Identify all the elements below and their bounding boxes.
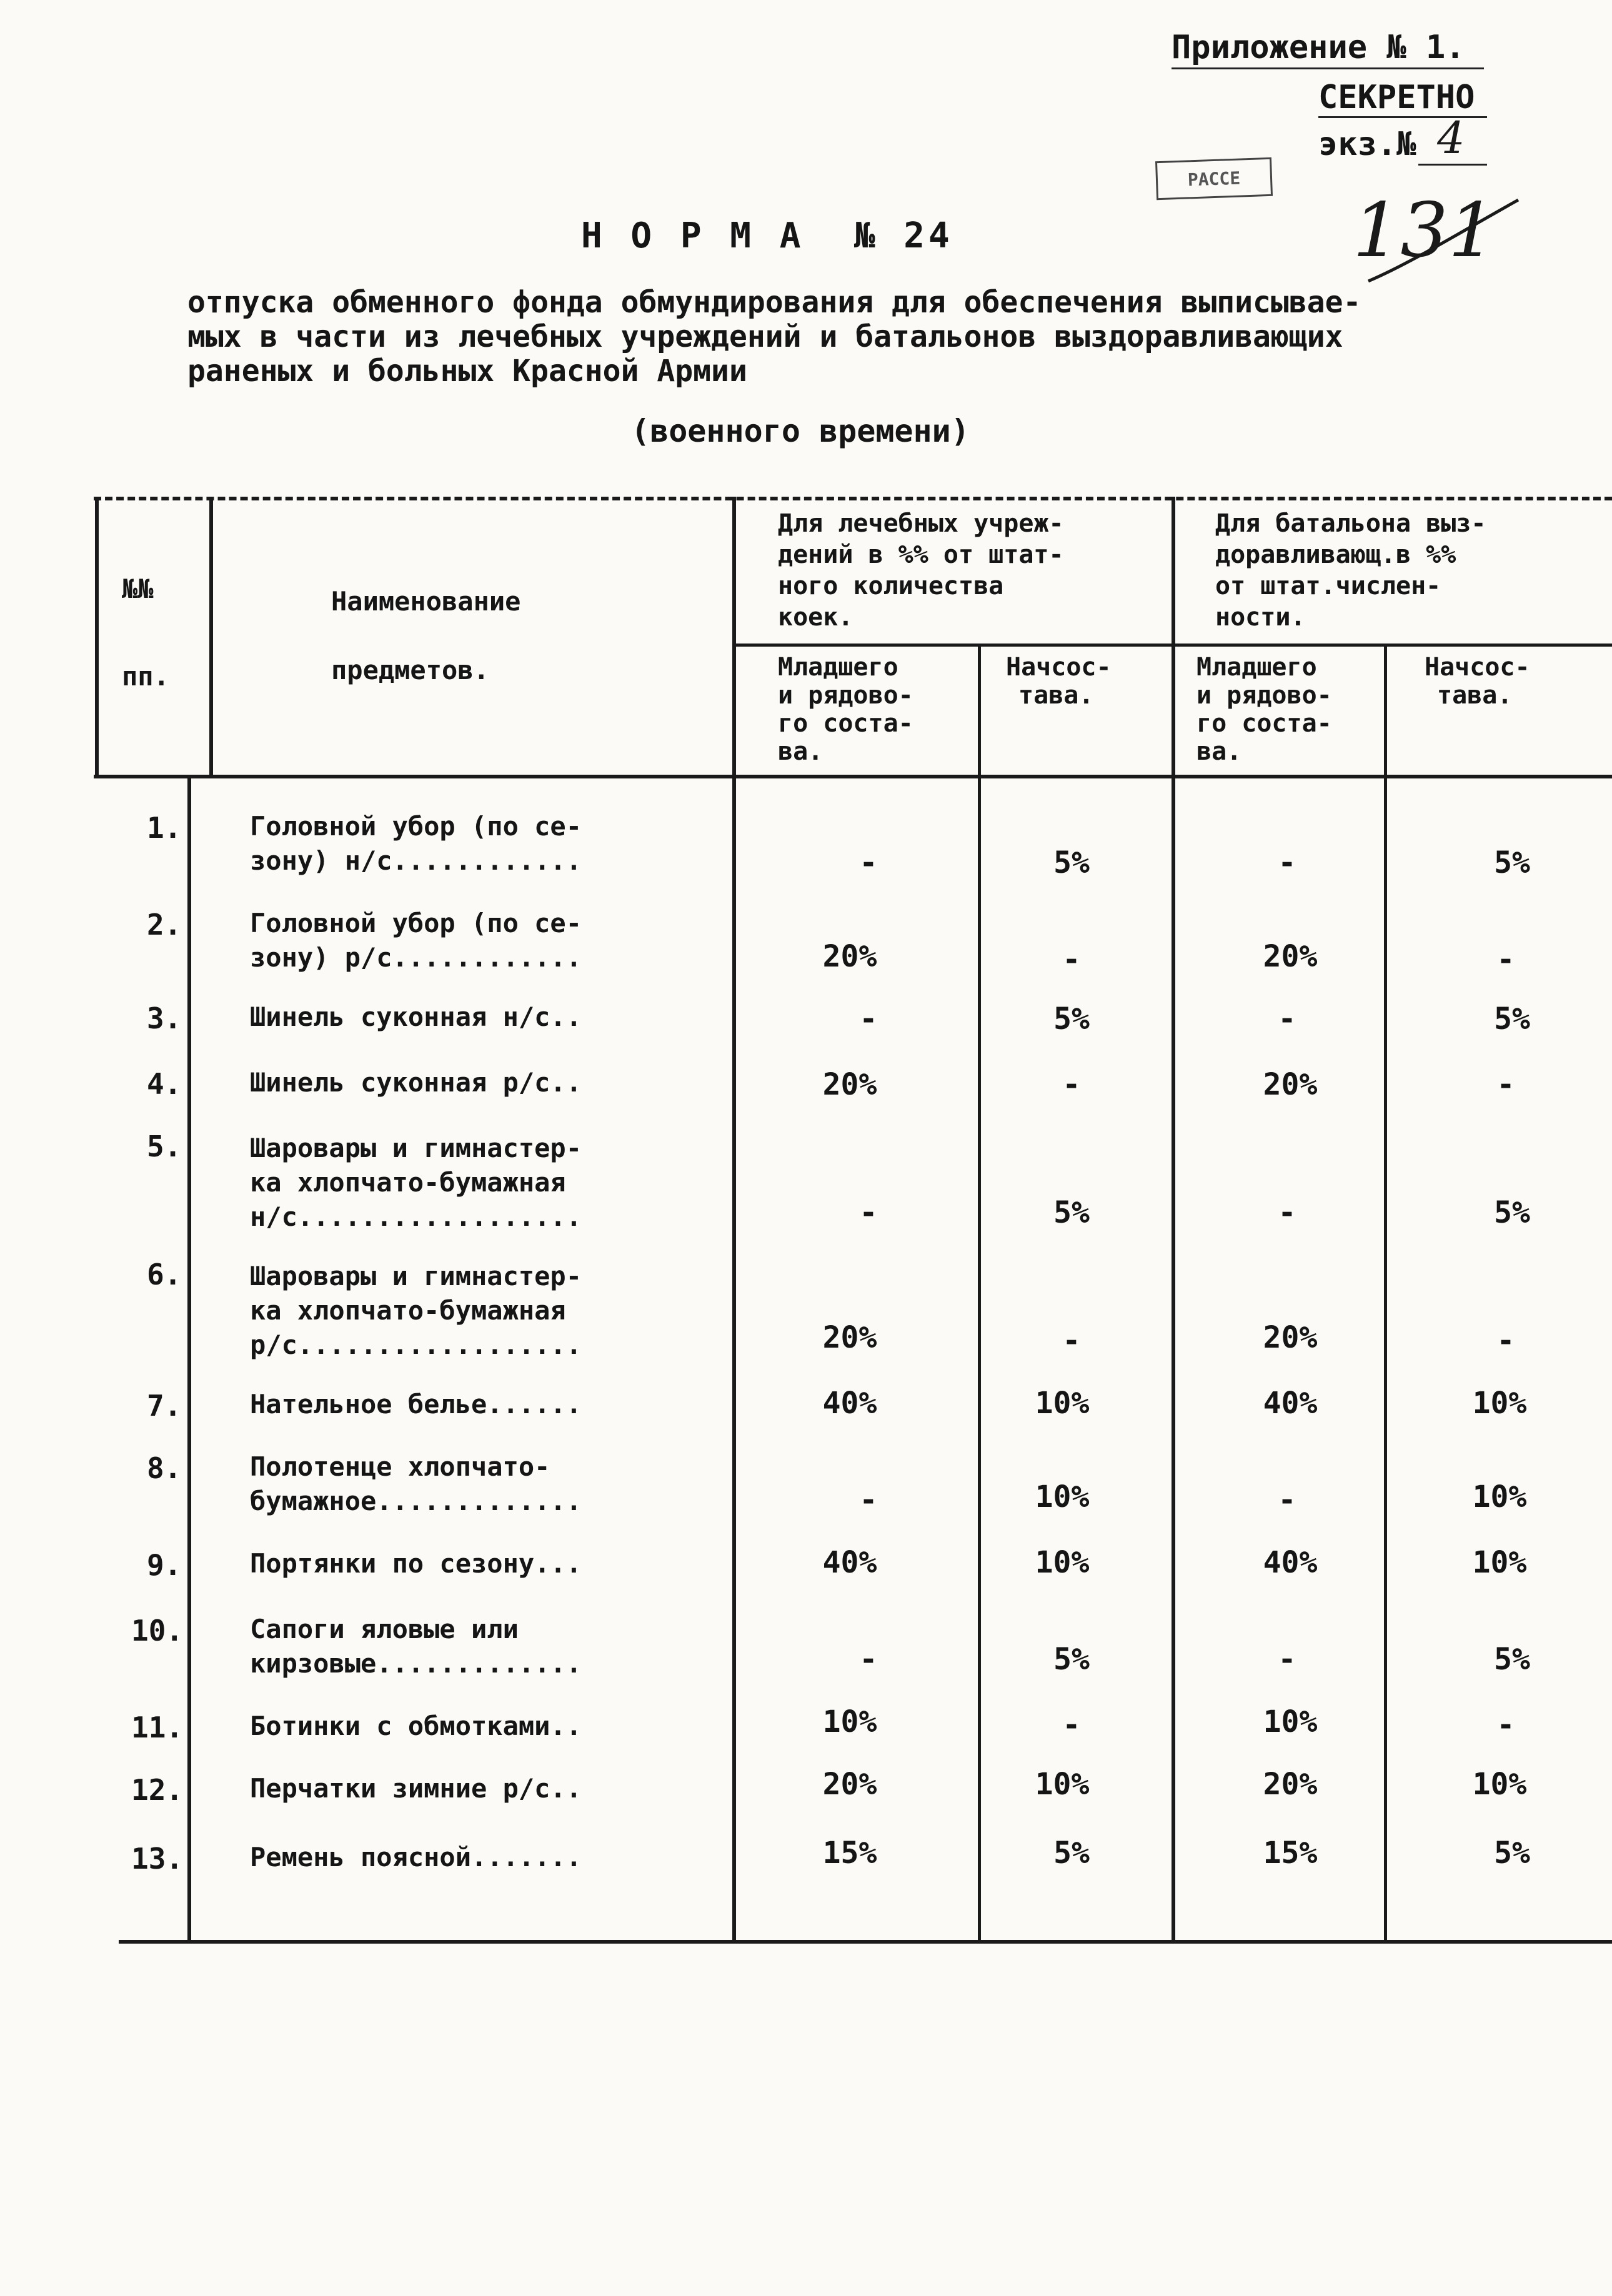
table-left-border [95, 497, 99, 778]
col-num-header-line-1: №№ [122, 574, 154, 604]
row-7-val-nco2: 10% [1472, 1386, 1527, 1421]
row-3-val-junior2: - [1278, 1001, 1296, 1036]
row-2-val-nco2: - [1496, 942, 1515, 977]
row-3-val-nco: 5% [1053, 1001, 1090, 1036]
col-group-border [1172, 497, 1175, 1943]
row-9-val-nco2: 10% [1472, 1545, 1527, 1580]
row-8-val-junior2: - [1278, 1483, 1296, 1518]
group1-header-line-4: коек. [778, 603, 853, 632]
row-13-name-line-1: Ремень поясной....... [250, 1842, 582, 1872]
col-group1-mid-border [978, 644, 981, 1943]
row-10-number: 10. [131, 1614, 184, 1647]
row-13-number: 13. [131, 1842, 184, 1876]
row-9-number: 9. [147, 1548, 182, 1582]
row-5-name-line-3: н/с.................. [250, 1201, 582, 1232]
row-2-number: 2. [147, 908, 182, 942]
sub-nco-header-1: Начсос- [1006, 653, 1112, 682]
row-7-val-junior: 40% [822, 1386, 877, 1421]
sub-junior-header-1: Младшего [778, 653, 898, 682]
row-12-val-nco: 10% [1035, 1767, 1090, 1802]
row-11-val-junior: 10% [822, 1704, 877, 1739]
row-8-val-nco2: 10% [1472, 1479, 1527, 1514]
row-1-val-junior2: - [1278, 845, 1296, 880]
row-13-val-nco: 5% [1053, 1836, 1090, 1871]
row-5-val-nco2: 5% [1494, 1195, 1530, 1230]
sub-junior2-header-2: и рядово- [1197, 681, 1332, 710]
subtitle-line-1: отпуска обменного фонда обмундирования для обеспечения выписывае- [187, 285, 1361, 320]
row-7-number: 7. [147, 1389, 182, 1423]
row-12-name-line-1: Перчатки зимние р/с.. [250, 1773, 582, 1804]
group1-header-line-2: дений в %% от штат- [778, 540, 1064, 569]
secret-label: СЕКРЕТНО [1318, 79, 1475, 116]
period-label: (военного времени) [631, 413, 970, 449]
row-3-number: 3. [147, 1001, 182, 1035]
sub-junior-header-4: ва. [778, 737, 823, 766]
col-name-border [732, 497, 736, 1943]
row-1-number: 1. [147, 811, 182, 845]
col-name-header-line-1: Наименование [331, 586, 521, 617]
group2-header-line-4: ности. [1215, 603, 1306, 632]
row-5-number: 5. [147, 1130, 182, 1163]
row-12-val-junior: 20% [822, 1767, 877, 1802]
row-1-name-line-1: Головной убор (по се- [250, 811, 582, 842]
row-2-val-junior: 20% [822, 939, 877, 974]
col-group2-mid-border [1384, 644, 1387, 1943]
row-8-name-line-2: бумажное............. [250, 1486, 582, 1516]
row-1-val-nco2: 5% [1494, 845, 1530, 880]
row-1-name-line-2: зону) н/с............ [250, 845, 582, 876]
row-4-name-line-1: Шинель суконная р/с.. [250, 1067, 582, 1098]
row-4-val-junior2: 20% [1263, 1067, 1318, 1102]
row-1-val-junior: - [859, 845, 878, 880]
row-12-number: 12. [131, 1773, 184, 1807]
row-6-name-line-3: р/с.................. [250, 1329, 582, 1360]
row-8-name-line-1: Полотенце хлопчато- [250, 1451, 550, 1482]
row-12-val-junior2: 20% [1263, 1767, 1318, 1802]
copy-underline [1418, 164, 1487, 166]
row-6-name-line-1: Шаровары и гимнастер- [250, 1261, 582, 1291]
group2-header-line-1: Для батальона выз- [1215, 509, 1486, 538]
group1-header-line-3: ного количества [778, 572, 1004, 600]
col-num-border [209, 497, 213, 778]
row-10-name-line-1: Сапоги яловые или [250, 1614, 519, 1644]
row-10-val-nco: 5% [1053, 1642, 1090, 1677]
document-title: Н О Р М А № 24 [581, 216, 953, 256]
receipt-stamp: РАССЕ [1155, 157, 1273, 200]
row-5-name-line-1: Шаровары и гимнастер- [250, 1133, 582, 1163]
row-10-val-junior: - [859, 1642, 878, 1677]
row-6-val-junior: 20% [822, 1320, 877, 1355]
row-7-val-junior2: 40% [1263, 1386, 1318, 1421]
row-10-val-junior2: - [1278, 1642, 1296, 1677]
row-5-val-nco: 5% [1053, 1195, 1090, 1230]
row-10-val-nco2: 5% [1494, 1642, 1530, 1677]
row-3-val-junior: - [859, 1001, 878, 1036]
row-11-val-junior2: 10% [1263, 1704, 1318, 1739]
appendix-underline [1172, 67, 1484, 69]
row-7-name-line-1: Нательное белье...... [250, 1389, 582, 1419]
group2-header-line-2: доравливающ.в %% [1215, 540, 1456, 569]
row-9-val-junior2: 40% [1263, 1545, 1318, 1580]
row-7-val-nco: 10% [1035, 1386, 1090, 1421]
sub-junior2-header-4: ва. [1197, 737, 1242, 766]
row-2-name-line-1: Головной убор (по се- [250, 908, 582, 938]
row-9-name-line-1: Портянки по сезону... [250, 1548, 582, 1579]
sub-junior2-header-3: го соста- [1197, 709, 1332, 738]
table-bottom-border [119, 1940, 1612, 1944]
row-4-val-nco2: - [1496, 1067, 1515, 1102]
folio-number-handwritten: 131 [1353, 187, 1496, 274]
row-6-val-junior2: 20% [1263, 1320, 1318, 1355]
row-8-val-junior: - [859, 1483, 878, 1518]
copy-label: экз.№ [1318, 126, 1416, 163]
row-11-val-nco2: - [1496, 1707, 1515, 1742]
row-13-val-junior2: 15% [1263, 1836, 1318, 1871]
row-12-val-nco2: 10% [1472, 1767, 1527, 1802]
row-2-name-line-2: зону) р/с............ [250, 942, 582, 973]
subtitle-line-2: мых в части из лечебных учреждений и батальонов выздоравливающих [187, 319, 1343, 354]
row-8-val-nco: 10% [1035, 1479, 1090, 1514]
sub-nco2-header-1: Начсос- [1425, 653, 1530, 682]
row-6-name-line-2: ка хлопчато-бумажная [250, 1295, 566, 1326]
row-10-name-line-2: кирзовые............. [250, 1648, 582, 1679]
row-5-name-line-2: ка хлопчато-бумажная [250, 1167, 566, 1198]
group2-header-line-3: от штат.числен- [1215, 572, 1441, 600]
row-13-val-junior: 15% [822, 1836, 877, 1871]
row-4-val-junior: 20% [822, 1067, 877, 1102]
appendix-label: Приложение № 1. [1172, 29, 1465, 66]
row-2-val-junior2: 20% [1263, 939, 1318, 974]
row-3-name-line-1: Шинель суконная н/с.. [250, 1001, 582, 1032]
row-4-val-nco: - [1062, 1067, 1081, 1102]
row-11-val-nco: - [1062, 1707, 1081, 1742]
row-8-number: 8. [147, 1451, 182, 1485]
row-13-val-nco2: 5% [1494, 1836, 1530, 1871]
sub-junior-header-3: го соста- [778, 709, 913, 738]
row-3-val-nco2: 5% [1494, 1001, 1530, 1036]
folio-stroke [1362, 194, 1525, 287]
group1-header-line-1: Для лечебных учреж- [778, 509, 1064, 538]
table-left-border-lower [187, 775, 191, 1943]
row-4-number: 4. [147, 1067, 182, 1101]
row-6-number: 6. [147, 1258, 182, 1291]
row-9-val-junior: 40% [822, 1545, 877, 1580]
copy-number-handwritten: 4 [1437, 112, 1465, 164]
sub-junior-header-2: и рядово- [778, 681, 913, 710]
row-11-name-line-1: Ботинки с обмотками.. [250, 1711, 582, 1741]
row-5-val-junior2: - [1278, 1195, 1296, 1230]
row-6-val-nco: - [1062, 1323, 1081, 1358]
row-2-val-nco: - [1062, 942, 1081, 977]
row-1-val-nco: 5% [1053, 845, 1090, 880]
row-9-val-nco: 10% [1035, 1545, 1090, 1580]
row-11-number: 11. [131, 1711, 184, 1744]
col-num-header-line-2: пп. [122, 661, 169, 692]
sub-junior2-header-1: Младшего [1197, 653, 1317, 682]
table-top-border [94, 497, 1612, 500]
row-6-val-nco2: - [1496, 1323, 1515, 1358]
subtitle-line-3: раненых и больных Красной Армии [187, 354, 747, 389]
sub-nco2-header-2: тава. [1437, 681, 1513, 710]
col-name-header-line-2: предметов. [331, 655, 489, 685]
sub-nco-header-2: тава. [1018, 681, 1094, 710]
row-5-val-junior: - [859, 1195, 878, 1230]
